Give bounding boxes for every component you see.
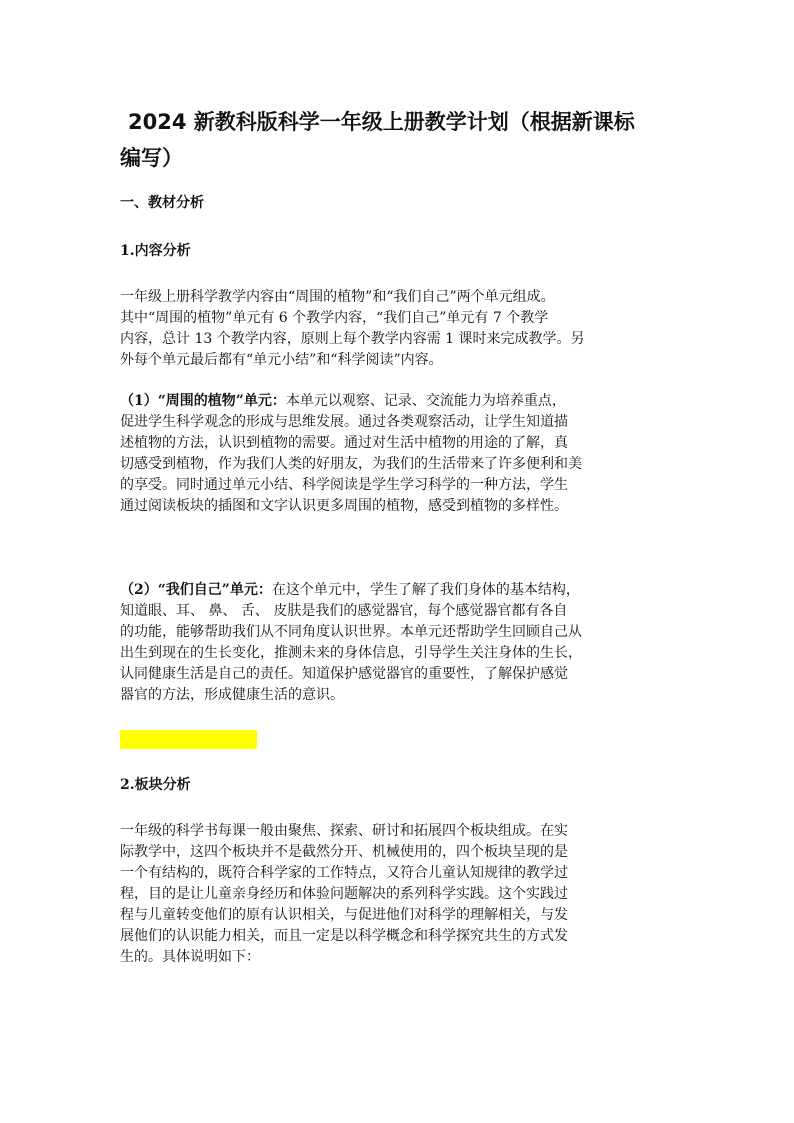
paragraph-line (120, 391, 690, 412)
paragraph-line: 际教学中，这四个板块并不是截然分开、机械使用的，四个板块呈现的是 (120, 844, 568, 860)
section-analysis-paragraph (120, 821, 690, 968)
title-line-2: 编写） (120, 146, 183, 170)
paragraph-line: 一年级的科学书每课一般由聚焦、探索、研讨和拓展四个板块组成。在实 (120, 823, 568, 839)
subheading-content-analysis: 1.内容分析 (120, 243, 191, 259)
highlight-mark (120, 730, 257, 749)
paragraph-line: 内容，总计 13 个教学内容，原则上每个教学内容需 1 课时来完成教学。另 (120, 331, 585, 347)
unit2-paragraph (120, 580, 690, 706)
unit2-first-line: 在这个单元中，学生了解了我们身体的基本结构， (271, 582, 580, 598)
paragraph-line (120, 580, 690, 601)
paragraph-line: 一年级上册科学教学内容由“周围的植物”和“我们自己”两个单元组成。 (120, 289, 555, 305)
paragraph-line: 认同健康生活是自己的责任。知道保护感觉器官的重要性，了解保护感觉 (120, 666, 568, 682)
paragraph-line: 生的。具体说明如下： (120, 949, 260, 965)
unit1-lead: （1）“周围的植物”单元： (120, 393, 286, 409)
paragraph-line: 器官的方法，形成健康生活的意识。 (120, 687, 344, 703)
unit2-lead: （2）“我们自己”单元： (120, 582, 272, 598)
unit1-paragraph (120, 391, 690, 517)
title-line-1: 2024 新教科版科学一年级上册教学计划（根据新课标 (128, 110, 635, 134)
paragraph-line: 促进学生科学观念的形成与思维发展。通过各类观察活动，让学生知道描 (120, 414, 568, 430)
subheading-section-analysis: 2.板块分析 (120, 777, 191, 793)
paragraph-line: 的功能，能够帮助我们从不同角度认识世界。本单元还帮助学生回顾自己从 (120, 624, 582, 640)
paragraph-line: 展他们的认识能力相关，而且一定是以科学概念和科学探究共生的方式发 (120, 928, 568, 944)
paragraph-line: 一个有结构的，既符合科学家的工作特点，又符合儿童认知规律的教学过 (120, 865, 568, 881)
paragraph-line: 程与儿童转变他们的原有认识相关，与促进他们对科学的理解相关，与发 (120, 907, 568, 923)
paragraph-line: 切感受到植物，作为我们人类的好朋友，为我们的生活带来了许多便利和美 (120, 456, 582, 472)
paragraph-line: 知道眼、耳、 鼻、 舌、 皮肤是我们的感觉器官，每个感觉器官都有各自 (120, 603, 568, 619)
paragraph-line: 程，目的是让儿童亲身经历和体验问题解决的系列科学实践。这个实践过 (120, 886, 568, 902)
intro-paragraph (120, 287, 690, 371)
document-title (120, 104, 690, 176)
paragraph-line: 其中“周围的植物”单元有 6 个教学内容，“我们自己”单元有 7 个教学 (120, 310, 549, 326)
unit1-first-line: 本单元以观察、记录、交流能力为培养重点， (285, 393, 566, 409)
paragraph-line: 出生到现在的生长变化，推测未来的身体信息，引导学生关注身体的生长， (120, 645, 582, 661)
paragraph-line: 的享受。同时通过单元小结、科学阅读是学生学习科学的一种方法，学生 (120, 477, 568, 493)
paragraph-line: 述植物的方法，认识到植物的需要。通过对生活中植物的用途的了解，真 (120, 435, 568, 451)
paragraph-line: 外每个单元最后都有“单元小结”和“科学阅读”内容。 (120, 352, 443, 368)
paragraph-line: 通过阅读板块的插图和文字认识更多周围的植物，感受到植物的多样性。 (120, 498, 568, 514)
section-heading-textbook-analysis: 一、教材分析 (120, 195, 204, 211)
